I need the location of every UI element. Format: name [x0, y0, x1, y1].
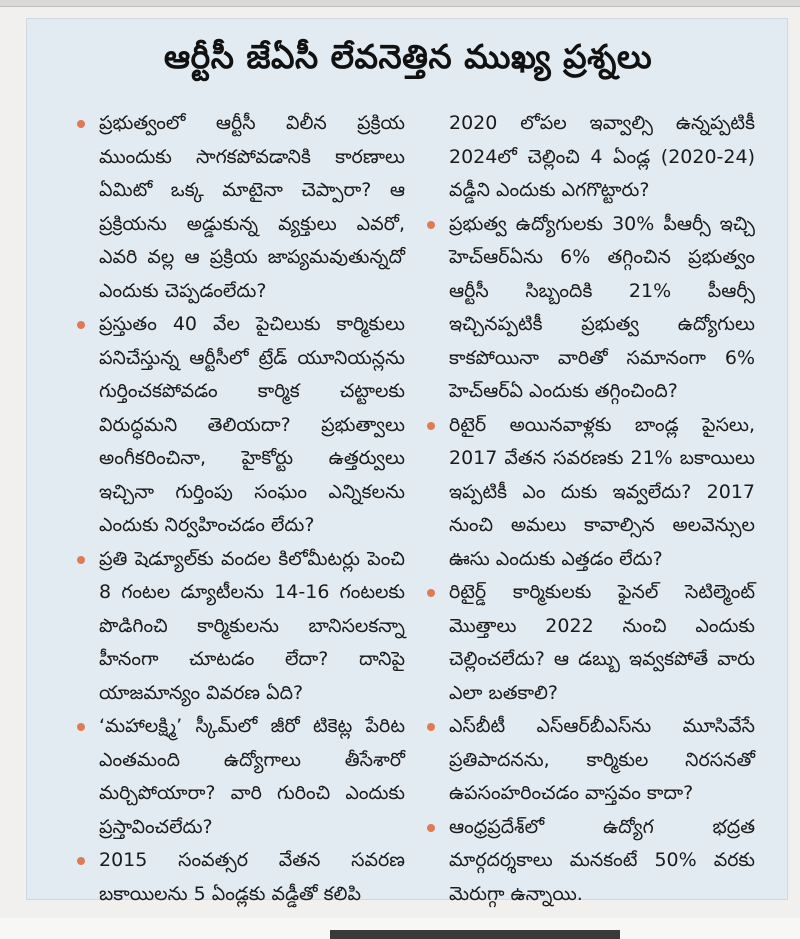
headline: ఆర్టీసీ జేఏసీ లేవనెత్తిన ముఖ్య ప్రశ్నలు — [163, 37, 653, 76]
bullet-icon — [77, 120, 85, 128]
question-text: ప్రభుత్వంలో ఆర్టీసీ విలీన ప్రక్రియ ముందుకు సాగకపోవడానికి కారణాలు ఏమిటో ఒక్క మాటైనా చెప్పారా? ఆ ప్రక్రియను అడ్డుకున్న వ్యక్తులు ఎవరో, ఎవరి వల్ల ఆ ప్రక్రియ జాప్యమవుతున్నదో ఎందుకు చెప్పడంలేదు? — [99, 112, 405, 302]
question-item — [75, 107, 405, 308]
question-text: 2015 సంవత్సర వేతన సవరణ బకాయిలను 5 ఏండ్లకు వడ్డీతో కలిపి — [99, 849, 405, 905]
bullet-icon — [77, 857, 85, 865]
article-panel — [26, 18, 788, 905]
question-item — [425, 409, 755, 577]
bottom-image-edge — [330, 930, 620, 939]
question-item — [75, 710, 405, 844]
question-text: రిటైర్డ్ కార్మికులకు ఫైనల్ సెటిల్మెంట్ మొత్తాలు 2022 నుంచి ఎందుకు చెల్లించలేదు? ఆ డబ్బు ఇవ్వకపోతే వారు ఎలా బతకాలి? — [449, 581, 755, 704]
bullet-icon — [77, 556, 85, 564]
question-text: ఎస్‌బీటీ ఎస్ఆర్‌బీఎస్‌ను మూసివేసే ప్రతిపాదనను, కార్మికుల నిరసనతో ఉపసంహరించడం వాస్తవం కాదా? — [449, 715, 755, 804]
left-column — [75, 107, 405, 911]
top-rule — [0, 0, 800, 7]
question-text: ‘మహాలక్ష్మి’ స్కీమ్‌లో జీరో టికెట్ల పేరిట ఎంతమంది ఉద్యోగాలు తీసేశారో మర్చిపోయారా? వారి గురించి ఎందుకు ప్రస్తావించలేదు? — [99, 715, 405, 838]
question-text: ప్రస్తుతం 40 వేల పైచిలుకు కార్మికులు పనిచేస్తున్న ఆర్టీసీలో ట్రేడ్ యూనియన్లను గుర్తించకపోవడం కార్మిక చట్టాలకు విరుద్ధమని తెలియదా? ప్రభుత్వాలు అంగీకరించినా, హైకోర్టు ఉత్తర్వులు ఇచ్చినా గుర్తింపు సంఘం ఎన్నికలను ఎందుకు నిర్వహించడం లేదు? — [99, 313, 405, 536]
question-item — [75, 308, 405, 543]
bullet-icon — [427, 824, 435, 832]
question-text: ప్రభుత్వ ఉద్యోగులకు 30% పీఆర్సీ ఇచ్చి హెచ్‌ఆర్‌ఏను 6% తగ్గించిన ప్రభుత్వం ఆర్టీసీ సిబ్బందికి 21% పీఆర్సీ ఇచ్చినప్పటికీ ప్రభుత్వ ఉద్యోగులు కాకపోయినా వారితో సమానంగా 6% హెచ్‌ఆర్‌ఏ ఎందుకు తగ్గించింది? — [449, 212, 755, 402]
right-column — [425, 107, 755, 911]
bullet-icon — [427, 221, 435, 229]
bullet-icon — [427, 723, 435, 731]
question-text: 2020 లోపల ఇవ్వాల్సి ఉన్నప్పటికీ 2024లో చెల్లించి 4 ఏండ్ల (2020-24) వడ్డీని ఎందుకు ఎగగొట్టారు? — [449, 112, 755, 201]
question-item — [425, 710, 755, 811]
question-item — [425, 811, 755, 912]
question-text: ప్రతి షెడ్యూల్‌కు వందల కిలోమీటర్లు పెంచి 8 గంటల డ్యూటీలను 14-16 గంటలకు పొడిగించి కార్మికులను బానిసలకన్నా హీనంగా చూటడం లేదా? దానిపై యాజమాన్యం వివరణ ఏది? — [99, 547, 405, 704]
bullet-icon — [427, 422, 435, 430]
bullet-icon — [77, 321, 85, 329]
question-item — [75, 543, 405, 711]
question-item — [425, 576, 755, 710]
question-text: ఆంధ్రప్రదేశ్‌లో ఉద్యోగ భద్రత మార్గదర్శకాలు మనకంటే 50% వరకు మెరుగ్గా ఉన్నాయి. — [449, 815, 755, 905]
bullet-icon — [77, 723, 85, 731]
question-item — [425, 208, 755, 409]
bullet-icon — [427, 589, 435, 597]
question-item — [75, 844, 405, 911]
question-text: రిటైర్ అయినవాళ్లకు బాండ్ల పైసలు, 2017 వేతన సవరణకు 21% బకాయిలు ఇప్పటికీ ఎం దుకు ఇవ్వలేదు? 2017 నుంచి అమలు కావాల్సిన అలవెన్సుల ఊసు ఎందుకు ఎత్తడం లేదు? — [449, 413, 755, 570]
question-continuation — [425, 107, 755, 208]
